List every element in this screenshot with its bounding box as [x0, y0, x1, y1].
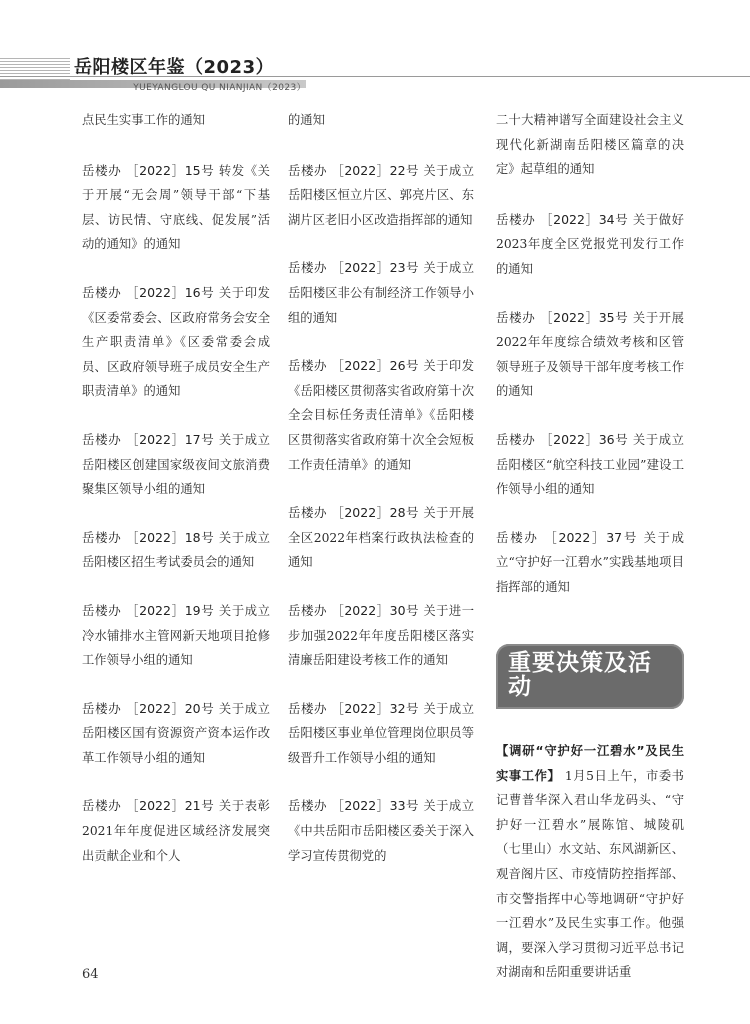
document-code: 岳楼办 ［2022］28号: [288, 505, 419, 521]
document-title: 关于成立岳阳楼区“航空科技工业园”建设工作领导小组的通知: [496, 432, 684, 497]
document-title: 关于表彰2021年年度促进区域经济发展突出贡献企业和个人: [82, 799, 270, 863]
document-entry: [82, 599, 270, 673]
document-code: 岳楼办 ［2022］36号: [496, 431, 629, 447]
document-code: 岳楼办 ［2022］35号: [496, 309, 629, 325]
document-code: 岳楼办 ［2022］21号: [82, 798, 215, 814]
document-code: 岳楼办 ［2022］20号: [82, 700, 215, 716]
document-entry: [288, 599, 474, 673]
document-title: 关于成立岳阳楼区创建国家级夜间文旅消费聚集区领导小组的通知: [82, 432, 270, 497]
document-title: 关于成立《中共岳阳市岳阳楼区委关于深入学习宣传贯彻党的: [288, 799, 474, 863]
document-code: 岳楼办 ［2022］17号: [82, 431, 215, 447]
document-entry: [496, 306, 684, 404]
activity-title: 【调研“守护好一江碧水”及民生实事工作】: [496, 743, 684, 783]
document-entry: [288, 501, 474, 575]
document-entry: [288, 354, 474, 477]
running-header-title: 岳阳楼区年鉴（2023）: [74, 57, 275, 78]
document-entry: [82, 794, 270, 868]
document-entry: [288, 697, 474, 771]
document-title: 关于成立“守护好一江碧水”实践基地项目指挥部的通知: [496, 530, 684, 594]
document-code: 岳楼办 ［2022］16号: [82, 284, 215, 300]
document-title: 关于印发《区委常委会、区政府常务会安全生产职责清单》《区委常委会成员、区政府领导班子成员安全生产职责清单》的通知: [82, 285, 270, 399]
document-entry: 点民生实事工作的通知: [82, 113, 205, 127]
document-entry: [288, 256, 474, 330]
document-entry: [82, 281, 270, 404]
document-code: 岳楼办 ［2022］34号: [496, 211, 629, 227]
document-title: 转发《关于开展“无会周”领导干部“下基层、访民情、守底线、促发展”活动的通知》的通知: [82, 163, 270, 252]
text-column-1: [82, 108, 270, 892]
document-title: 关于成立冷水铺排水主管网新天地项目抢修工作领导小组的通知: [82, 603, 270, 668]
document-title: 关于成立岳阳楼区非公有制经济工作领导小组的通知: [288, 261, 474, 325]
document-title: 关于开展全区2022年档案行政执法检查的通知: [288, 506, 474, 570]
document-code: 岳楼办 ［2022］18号: [82, 529, 215, 545]
document-code: 岳楼办 ［2022］33号: [288, 798, 419, 814]
document-entry: [82, 428, 270, 502]
text-column-2: [288, 108, 474, 892]
document-title: 关于进一步加强2022年年度岳阳楼区落实清廉岳阳建设考核工作的通知: [288, 603, 474, 668]
document-code: 岳楼办 ［2022］15号: [82, 162, 215, 178]
page-number: 64: [82, 967, 99, 982]
document-title: 关于成立岳阳楼区国有资源资产资本运作改革工作领导小组的通知: [82, 701, 270, 765]
document-title: 关于印发《岳阳楼区贯彻落实省政府第十次全会目标任务责任清单》《岳阳楼区贯彻落实省政府第十次全会短板工作责任清单》的通知: [288, 359, 474, 472]
document-entry: [82, 159, 270, 257]
document-title: 关于成立岳阳楼区事业单位管理岗位职员等级晋升工作领导小组的通知: [288, 701, 474, 765]
document-title: 关于成立岳阳楼区招生考试委员会的通知: [82, 530, 270, 570]
section-heading-badge: 重要决策及活动: [496, 644, 684, 709]
document-entry: [288, 794, 474, 868]
document-entry: [496, 428, 684, 502]
document-title: 关于成立岳阳楼区恒立片区、郭亮片区、东湖片区老旧小区改造指挥部的通知: [288, 163, 474, 227]
document-entry: [82, 526, 270, 575]
document-entry: [496, 208, 684, 282]
document-code: 岳楼办 ［2022］32号: [288, 700, 419, 716]
document-entry: 二十大精神谱写全面建设社会主义现代化新湖南岳阳楼区篇章的决定》起草组的通知: [496, 113, 684, 177]
document-code: 岳楼办 ［2022］30号: [288, 602, 419, 618]
activity-paragraph: [496, 739, 684, 985]
document-code: 岳楼办 ［2022］37号: [496, 529, 639, 545]
document-code: 岳楼办 ［2022］26号: [288, 358, 419, 374]
document-entry: [496, 526, 684, 600]
text-column-3: [496, 108, 684, 997]
document-code: 岳楼办 ［2022］19号: [82, 602, 215, 618]
running-header-subtitle: YUEYANGLOU QU NIANJIAN（2023）: [133, 83, 306, 93]
document-entry: [288, 159, 474, 233]
document-code: 岳楼办 ［2022］23号: [288, 260, 419, 276]
document-title: 关于开展2022年年度综合绩效考核和区管领导班子及领导干部年度考核工作的通知: [496, 310, 684, 399]
document-code: 岳楼办 ［2022］22号: [288, 162, 419, 178]
activity-text: 1月5日上午，市委书记曹普华深入君山华龙码头、“守护好一江碧水”展陈馆、城陵矶（七里山）水文站、东风湖新区、观音阁片区、市疫情防控指挥部、市交警指挥中心等地调研“守护好一江碧水”及民生实事工作。他强调，要深入学习贯彻习近平总书记对湖南和岳阳重要讲话重: [496, 768, 684, 980]
document-title: 关于做好2023年度全区党报党刊发行工作的通知: [496, 212, 684, 276]
document-entry: 的通知: [288, 113, 325, 127]
document-entry: [82, 697, 270, 771]
header-rule: [0, 76, 750, 77]
